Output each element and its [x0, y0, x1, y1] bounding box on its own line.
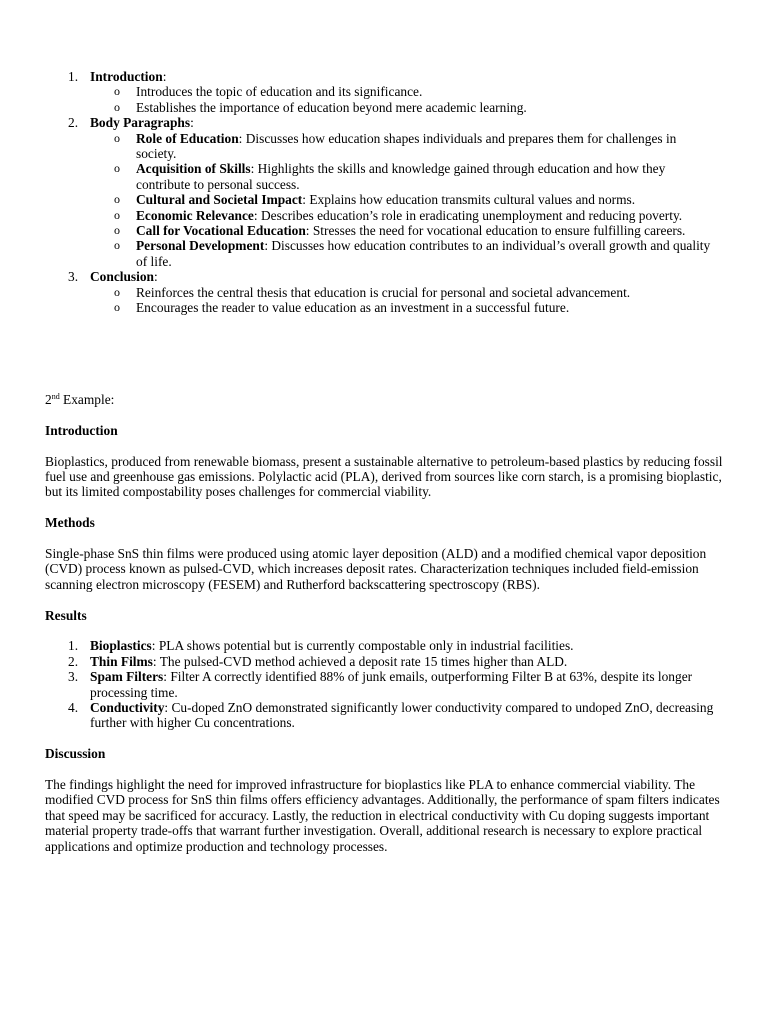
- outline-item: [0, 69, 768, 84]
- methods-heading: Methods: [45, 515, 95, 531]
- outline-subitem: [0, 84, 768, 99]
- outline-item-number: 3.: [68, 269, 79, 285]
- subitem-text: : Discusses how education shapes individuals and prepares them for challenges in society.: [136, 130, 677, 162]
- bullet-marker: o: [114, 192, 120, 207]
- outline-item-colon: :: [190, 115, 194, 131]
- subitem-title: Cultural and Societal Impact: [136, 192, 303, 208]
- outline-subitem: [0, 100, 768, 115]
- outline-subitem: [0, 208, 768, 223]
- results-item-text: : PLA shows potential but is currently compostable only in industrial facilities.: [151, 638, 574, 654]
- methods-paragraph: Single-phase SnS thin films were produced using atomic layer deposition (ALD) and a modified chemical vapor deposition (CVD) process known as pulsed-CVD, which increases deposit rates. Characterization techniques included field-emission scanning electron microscopy (FESEM) and Rutherford backscattering spectroscopy (RBS).: [45, 546, 707, 592]
- outline-item-colon: :: [154, 269, 158, 285]
- results-item-title: Bioplastics: [90, 638, 152, 654]
- results-item-text: : The pulsed-CVD method achieved a deposit rate 15 times higher than ALD.: [152, 653, 568, 669]
- results-item-number: 2.: [68, 653, 79, 669]
- results-item-number: 3.: [68, 669, 79, 685]
- results-item-title: Conductivity: [90, 700, 165, 716]
- results-item: [45, 638, 725, 653]
- outline-subitem: [0, 131, 768, 162]
- outline-item: [0, 115, 768, 130]
- subitem-text: Establishes the importance of education beyond mere academic learning.: [136, 99, 527, 115]
- results-heading: Results: [45, 607, 87, 623]
- outline-item-colon: :: [162, 69, 167, 84]
- bullet-marker: o: [114, 207, 120, 222]
- subitem-text: : Explains how education transmits cultural values and norms.: [302, 192, 636, 208]
- results-item: [45, 669, 725, 700]
- bullet-marker: o: [114, 84, 120, 99]
- bullet-marker: o: [114, 223, 120, 238]
- outline-item-title: Body Paragraphs: [90, 115, 191, 131]
- outline-subitem: [0, 300, 768, 315]
- subitem-text: Reinforces the central thesis that education is crucial for personal and societal advancement.: [136, 284, 631, 300]
- results-item-title: Thin Films: [90, 653, 153, 669]
- subitem-text: : Discusses how education contributes to an individual’s overall growth and quality of life.: [136, 238, 711, 269]
- bullet-marker: o: [114, 130, 120, 145]
- discussion-heading: Discussion: [45, 746, 106, 762]
- outline-subitem: [0, 223, 768, 238]
- bullet-marker: o: [114, 284, 120, 299]
- outline-item-title: Introduction: [90, 69, 163, 84]
- outline-subitem: [0, 238, 768, 269]
- subitem-title: Role of Education: [136, 130, 239, 146]
- outline-subitem: [0, 161, 768, 192]
- outline-subitem: [0, 285, 768, 300]
- example-label: 2nd Example:: [45, 392, 115, 407]
- bullet-marker: o: [114, 300, 120, 315]
- subitem-text: Introduces the topic of education and its significance.: [136, 84, 423, 100]
- subitem-title: Economic Relevance: [136, 207, 254, 223]
- results-item-text: : Filter A correctly identified 88% of junk emails, outperforming Filter B at 63%, despite its longer processing time.: [90, 669, 693, 700]
- results-item: [45, 700, 725, 731]
- results-list: [45, 638, 725, 730]
- second-example: [45, 392, 725, 854]
- results-item-text: : Cu-doped ZnO demonstrated significantly lower conductivity compared to undoped ZnO, decreasing further with higher Cu concentrations.: [90, 700, 714, 731]
- results-item-title: Spam Filters: [90, 669, 164, 685]
- subitem-text: : Stresses the need for vocational education to ensure fulfilling careers.: [305, 223, 686, 239]
- subitem-text: : Describes education’s role in eradicating unemployment and reducing poverty.: [253, 207, 683, 223]
- subitem-title: Call for Vocational Education: [136, 223, 306, 239]
- subitem-text: : Highlights the skills and knowledge gained through education and how they contribute to personal success.: [136, 161, 666, 192]
- results-item: [45, 654, 725, 669]
- bullet-marker: o: [114, 161, 120, 176]
- subitem-title: Personal Development: [136, 238, 265, 254]
- essay-outline-list: [0, 69, 768, 316]
- bullet-marker: o: [114, 99, 120, 114]
- outline-item-title: Conclusion: [90, 269, 154, 285]
- outline-item: [0, 269, 768, 284]
- results-item-number: 4.: [68, 700, 79, 716]
- outline-subitem: [0, 192, 768, 207]
- discussion-paragraph: The findings highlight the need for improved infrastructure for bioplastics like PLA to enhance commercial viability. The modified CVD process for SnS thin films offers efficiency advantages. Additionally, the performance of spam filters indicates that speed may be sacrificed for accuracy. Lastly, the reduction in electrical conductivity with Cu doping suggests important material property trade-offs that warrant further investigation. Overall, additional research is necessary to explore practical applications and optimize production and technology processes.: [45, 777, 720, 854]
- outline-item-number: 1.: [68, 69, 79, 84]
- subitem-text: Encourages the reader to value education as an investment in a successful future.: [136, 300, 570, 316]
- introduction-heading: Introduction: [45, 422, 118, 438]
- bullet-marker: o: [114, 238, 120, 253]
- results-item-number: 1.: [68, 638, 79, 654]
- introduction-paragraph: Bioplastics, produced from renewable biomass, present a sustainable alternative to petroleum-based plastics by reducing fossil fuel use and greenhouse gas emissions. Polylactic acid (PLA), derived from sources like corn starch, is a promising bioplastic, but its limited compostability poses challenges for commercial viability.: [45, 453, 723, 500]
- subitem-title: Acquisition of Skills: [136, 161, 251, 177]
- outline-item-number: 2.: [68, 115, 79, 131]
